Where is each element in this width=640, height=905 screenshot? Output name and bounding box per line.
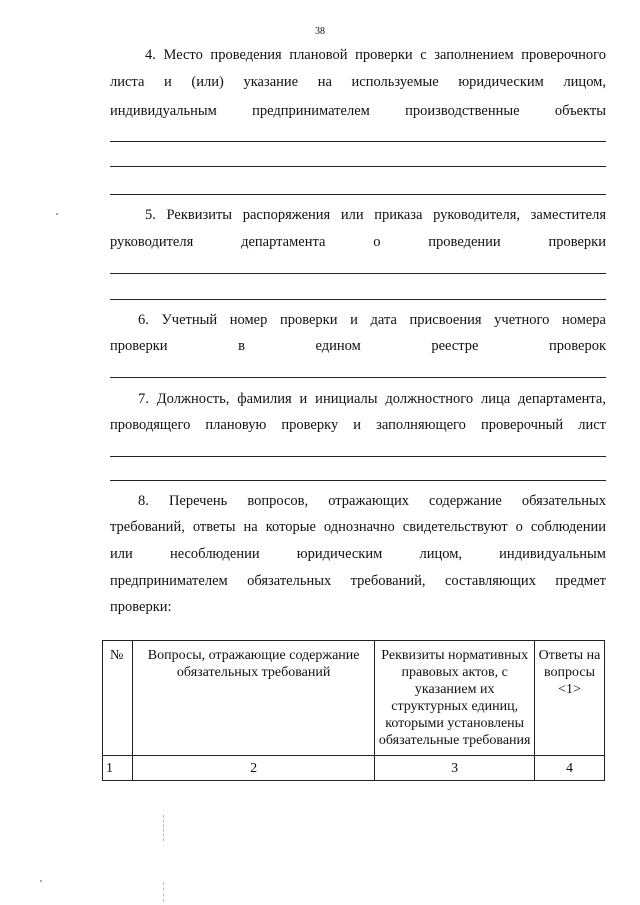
header-legal-acts: Реквизиты нормативных правовых актов, с указанием их структурных единиц, которыми установлены обязательные требования xyxy=(375,641,535,756)
word: едином xyxy=(315,338,361,354)
header-answers: Ответы на вопросы <1> xyxy=(535,641,605,756)
column-number-4: 4 xyxy=(535,756,605,781)
s8-line4 xyxy=(110,572,606,590)
word: и xyxy=(164,74,172,90)
word: о xyxy=(373,234,381,250)
s7-line2: проводящего плановую проверку и заполняющего проверочный лист xyxy=(110,417,606,433)
word: проверок xyxy=(548,338,606,354)
fill-in-line[interactable] xyxy=(110,166,606,167)
scan-artifact xyxy=(163,815,164,841)
header-number: № xyxy=(103,641,133,756)
word: индивидуальным xyxy=(499,546,606,562)
word: проверки xyxy=(548,234,606,250)
word: вопросов, xyxy=(247,493,309,509)
word: требований, xyxy=(350,573,426,589)
s4-line2 xyxy=(110,73,606,91)
word: (или) xyxy=(191,74,224,90)
word: используемые xyxy=(351,74,439,90)
word: составляющих xyxy=(444,573,536,589)
word: 8. xyxy=(138,493,149,509)
word: предмет xyxy=(555,573,606,589)
word: или xyxy=(110,546,133,562)
word: индивидуальным xyxy=(110,103,217,119)
fill-in-line[interactable] xyxy=(110,456,606,457)
word: предпринимателем xyxy=(252,103,370,119)
scan-speck xyxy=(40,880,42,882)
word: обязательных xyxy=(521,493,606,509)
word: несоблюдении xyxy=(169,546,260,562)
s5-line1: 5. Реквизиты распоряжения или приказа руководителя, заместителя xyxy=(145,207,606,223)
fill-in-line[interactable] xyxy=(110,377,606,378)
page-number: 38 xyxy=(315,26,325,37)
column-number-2: 2 xyxy=(132,756,374,781)
column-number-1: 1 xyxy=(103,756,133,781)
word: проведении xyxy=(428,234,501,250)
word: объекты xyxy=(554,103,606,119)
s5-line2 xyxy=(110,233,606,251)
column-number-3: 3 xyxy=(375,756,535,781)
word: содержание xyxy=(429,493,502,509)
fill-in-line[interactable] xyxy=(110,480,606,481)
word: юридическим xyxy=(296,546,383,562)
word: обязательных xyxy=(247,573,332,589)
s8-line1 xyxy=(138,492,606,510)
word: реестре xyxy=(431,338,479,354)
s6-line1: 6. Учетный номер проверки и дата присвоения учетного номера xyxy=(138,312,606,328)
word: юридическим xyxy=(458,74,544,90)
word: проверки xyxy=(110,338,168,354)
header-questions: Вопросы, отражающие содержание обязательных требований xyxy=(132,641,374,756)
word: Перечень xyxy=(168,493,228,509)
s6-line2 xyxy=(110,337,606,355)
word: лицом, xyxy=(563,74,606,90)
s7-line1: 7. Должность, фамилия и инициалы должностного лица департамента, xyxy=(138,391,606,407)
word: департамента xyxy=(241,234,326,250)
fill-in-line[interactable] xyxy=(110,141,606,142)
s8-line5: проверки: xyxy=(110,599,172,615)
table-row xyxy=(103,756,605,781)
word: в xyxy=(238,338,245,354)
s8-line3 xyxy=(110,545,606,563)
word: предпринимателем xyxy=(110,573,228,589)
word: лицом, xyxy=(419,546,462,562)
word: отражающих xyxy=(328,493,409,509)
fill-in-line[interactable] xyxy=(110,299,606,300)
word: указание xyxy=(243,74,299,90)
s8-line2: требований, ответы на которые однозначно свидетельствуют о соблюдении xyxy=(110,519,606,535)
requirements-table xyxy=(102,640,605,781)
s4-line3 xyxy=(110,102,606,120)
scan-speck xyxy=(56,213,58,215)
scan-artifact xyxy=(163,882,164,902)
word: руководителя xyxy=(110,234,194,250)
table-header-row xyxy=(103,641,605,756)
word: листа xyxy=(110,74,145,90)
word: производственные xyxy=(405,103,520,119)
fill-in-line[interactable] xyxy=(110,273,606,274)
word: на xyxy=(317,74,332,90)
fill-in-line[interactable] xyxy=(110,194,606,195)
s4-line1: 4. Место проведения плановой проверки с заполнением проверочного xyxy=(145,47,606,63)
